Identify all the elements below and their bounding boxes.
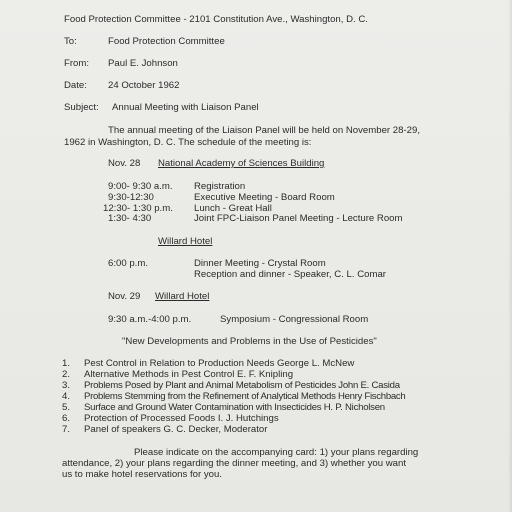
topic-number: 4. (62, 391, 71, 402)
day1-label: Nov. 28 (108, 158, 141, 169)
from-label: From: (64, 58, 90, 69)
day2-label: Nov. 29 (108, 291, 141, 302)
to-value: Food Protection Committee (108, 36, 225, 47)
closing-line-2: attendance, 2) your plans regarding the dinner meeting, and 3) whether you want (62, 458, 406, 469)
letterhead: Food Protection Committee - 2101 Constitution Ave., Washington, D. C. (64, 14, 368, 25)
date-value: 24 October 1962 (108, 80, 180, 91)
schedule-event: Executive Meeting - Board Room (194, 192, 335, 203)
closing-line-1: Please indicate on the accompanying card: 1) your plans regarding (134, 447, 419, 458)
topic-item: Protection of Processed Foods I. J. Hutchings (84, 413, 279, 424)
day1-location: National Academy of Sciences Building (158, 158, 325, 169)
topic-item: Problems Stemming from the Refinement of Analytical Methods Henry Fischbach (84, 391, 406, 402)
topic-number: 5. (62, 402, 71, 413)
day2-event: Symposium - Congressional Room (220, 314, 369, 325)
schedule-event: Registration (194, 181, 246, 192)
date-label: Date: (64, 80, 87, 91)
topic-item: Surface and Ground Water Contamination with Insecticides H. P. Nicholsen (84, 402, 385, 413)
from-value: Paul E. Johnson (108, 58, 178, 69)
topic-number: 3. (62, 380, 71, 391)
to-label: To: (64, 36, 77, 47)
topic-item: Pest Control in Relation to Production Needs George L. McNew (84, 358, 355, 369)
evening-event-dinner: Dinner Meeting - Crystal Room (194, 258, 326, 269)
evening-event-reception: Reception and dinner - Speaker, C. L. Comar (194, 269, 386, 280)
topic-item: Panel of speakers G. C. Decker, Moderator (84, 424, 268, 435)
schedule-time: 9:00- 9:30 a.m. (108, 181, 173, 192)
intro-line-1: The annual meeting of the Liaison Panel will be held on November 28-29, (108, 125, 420, 136)
day2-time: 9:30 a.m.-4:00 p.m. (108, 314, 192, 325)
schedule-event: Joint FPC-Liaison Panel Meeting - Lecture Room (194, 213, 403, 224)
topic-number: 7. (62, 424, 71, 435)
closing-line-3: us to make hotel reservations for you. (62, 469, 222, 480)
symposium-title: "New Developments and Problems in the Use of Pesticides" (122, 336, 377, 347)
topic-item: Alternative Methods in Pest Control E. F. Knipling (84, 369, 294, 380)
schedule-time: 1:30- 4:30 (108, 213, 152, 224)
topic-number: 2. (62, 369, 71, 380)
intro-line-2: 1962 in Washington, D. C. The schedule of the meeting is: (64, 137, 312, 148)
day2-location: Willard Hotel (155, 291, 210, 302)
evening-time: 6:00 p.m. (108, 258, 148, 269)
schedule-time: 9:30-12:30 (108, 192, 154, 203)
topic-number: 6. (62, 413, 71, 424)
subject-value: Annual Meeting with Liaison Panel (112, 102, 259, 113)
subject-label: Subject: (64, 102, 99, 113)
topic-item: Problems Posed by Plant and Animal Metabolism of Pesticides John E. Casida (84, 380, 400, 391)
schedule-time: 12:30- 1:30 p.m. (103, 203, 173, 214)
page-edge-shadow (508, 0, 512, 512)
schedule-event: Lunch - Great Hall (194, 203, 272, 214)
topic-number: 1. (62, 358, 71, 369)
willard-hotel-heading: Willard Hotel (158, 236, 213, 247)
